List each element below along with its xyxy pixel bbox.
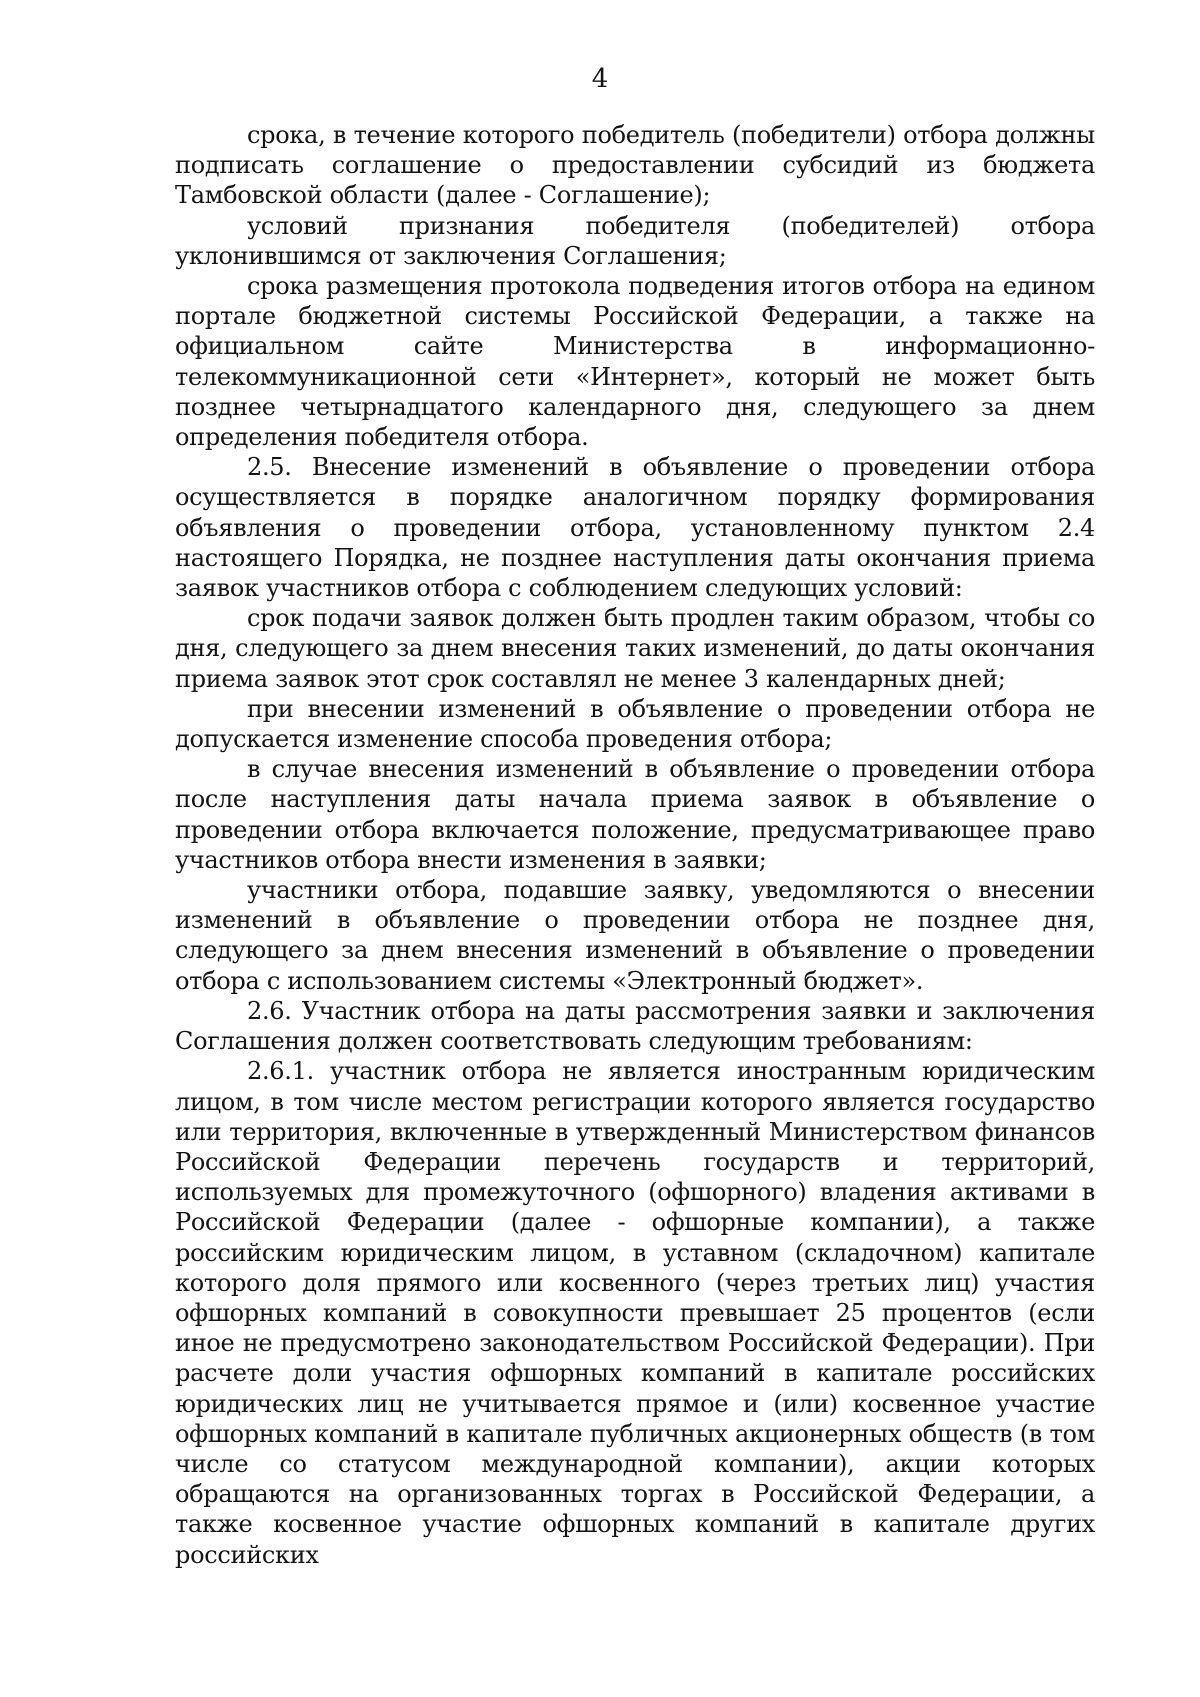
- document-body: [175, 120, 1095, 1570]
- page-number: 4: [591, 64, 609, 94]
- paragraph-method-unchanged: при внесении изменений в объявление о проведении отбора не допускается изменение способа проведения отбора;: [175, 694, 1095, 754]
- paragraph-protocol-publication: срока размещения протокола подведения итогов отбора на едином портале бюджетной системы Российской Федерации, а также на официальном сайте Министерства в информационно-телекоммуникационной сети «Интернет», который не может быть позднее четырнадцатого календарного дня, следующего за днем определения победителя отбора.: [175, 272, 1095, 452]
- paragraph-deadline-extension: срок подачи заявок должен быть продлен таким образом, чтобы со дня, следующего за днем внесения таких изменений, до даты окончания приема заявок этот срок составлял не менее 3 календарных дней;: [175, 604, 1095, 693]
- paragraph-evasion-conditions: условий признания победителя (победителей) отбора уклонившимся от заключения Соглашения;: [175, 211, 1095, 270]
- paragraph-2-6-requirements: 2.6. Участник отбора на даты рассмотрения заявки и заключения Соглашения должен соответствовать следующим требованиям:: [175, 996, 1095, 1056]
- paragraph-participant-notification: участники отбора, подавшие заявку, уведомляются о внесении изменений в объявление о проведении отбора не позднее дня, следующего за днем внесения изменений в объявление о проведении отбора с использованием системы «Электронный бюджет».: [175, 876, 1095, 995]
- paragraph-deadline-signing: срока, в течение которого победитель (победители) отбора должны подписать соглашение о предоставлении субсидий из бюджета Тамбовской области (далее - Соглашение);: [175, 121, 1095, 210]
- paragraph-2-6-1-offshore: 2.6.1. участник отбора не является иностранным юридическим лицом, в том числе местом регистрации которого является государство или территория, включенные в утвержденный Министерством финансов Российской Федерации перечень государств и территорий, используемых для промежуточного (офшорного) владения активами в Российской Федерации (далее - офшорные компании), а также российским юридическим лицом, в уставном (складочном) капитале которого доля прямого или косвенного (через третьих лиц) участия офшорных компаний в совокупности превышает 25 процентов (если иное не предусмотрено законодательством Российской Федерации). При расчете доли участия офшорных компаний в капитале российских юридических лиц не учитывается прямое и (или) косвенное участие офшорных компаний в капитале публичных акционерных обществ (в том числе со статусом международной компании), акции которых обращаются на организованных торгах в Российской Федерации, а также косвенное участие офшорных компаний в капитале других российских: [175, 1057, 1095, 1569]
- paragraph-2-5-amendments: 2.5. Внесение изменений в объявление о проведении отбора осуществляется в порядке аналогичном порядку формирования объявления о проведении отбора, установленному пунктом 2.4 настоящего Порядка, не позднее наступления даты окончания приема заявок участников отбора с соблюдением следующих условий:: [175, 453, 1095, 603]
- paragraph-application-changes: в случае внесения изменений в объявление о проведении отбора после наступления даты начала приема заявок в объявление о проведении отбора включается положение, предусматривающее право участников отбора внести изменения в заявки;: [175, 755, 1095, 874]
